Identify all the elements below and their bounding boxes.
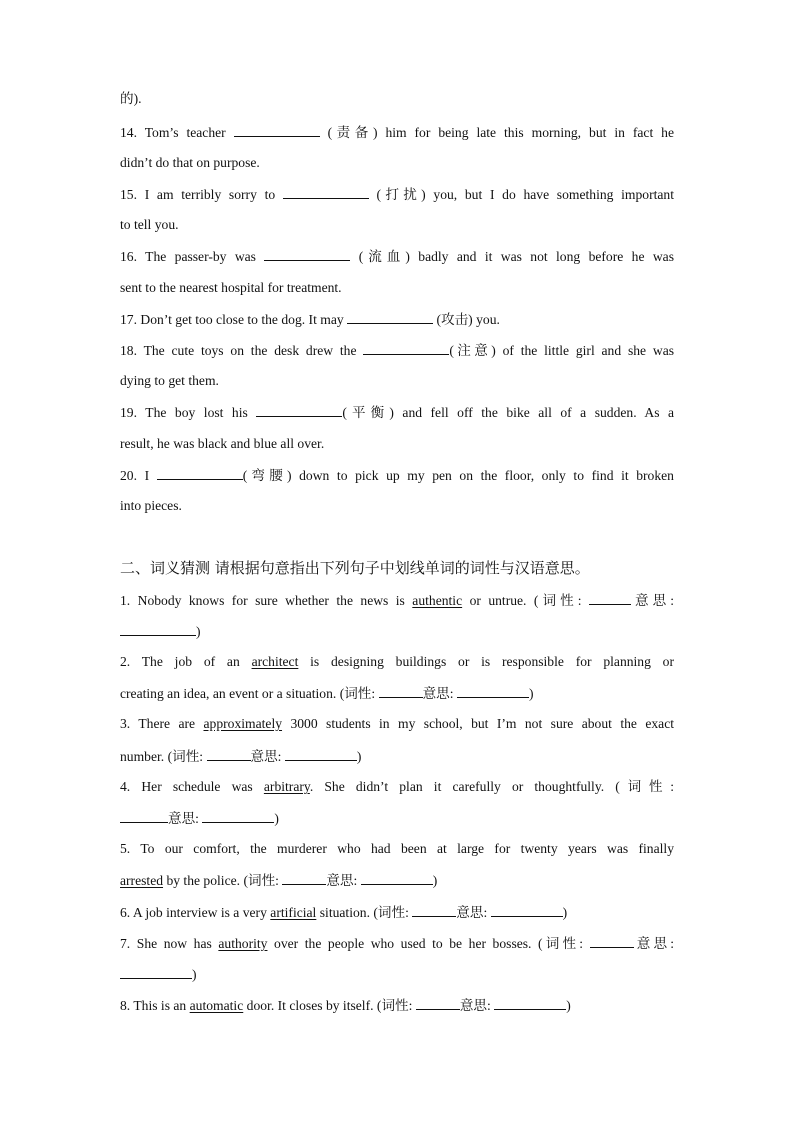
vocab-question-4 <box>120 778 674 796</box>
underlined-word: authority <box>218 936 268 951</box>
question-20 <box>120 466 674 485</box>
question-15-line2: to tell you. <box>120 217 179 232</box>
vocab-question-7-line2 <box>120 965 674 984</box>
question-text: The passer-by was <box>145 249 256 264</box>
pos-label: (词性: <box>339 686 376 701</box>
question-text: him for being late this morning, but in fact he <box>385 125 675 140</box>
question-text: number. <box>120 749 165 764</box>
question-text: The cute toys on the desk drew the <box>143 343 357 358</box>
underlined-word: artificial <box>270 905 317 920</box>
underlined-word: approximately <box>203 716 283 731</box>
question-number: 2. <box>120 654 131 669</box>
question-19-line2: result, he was black and blue all over. <box>120 436 325 451</box>
question-text: you. <box>476 312 500 327</box>
pos-blank[interactable] <box>590 934 634 948</box>
vocab-question-5 <box>120 840 674 858</box>
meaning-label: 意思: <box>633 936 674 951</box>
chinese-hint: (攻击) <box>436 312 473 327</box>
close-paren: ) <box>196 624 201 639</box>
vocab-question-5-line2 <box>120 871 674 890</box>
chinese-hint: (平衡) <box>342 405 394 420</box>
question-16-line2: sent to the nearest hospital for treatment. <box>120 280 342 295</box>
chinese-hint: (责备) <box>327 125 378 140</box>
vocab-question-1-line2 <box>120 622 674 641</box>
close-paren: ) <box>274 811 279 826</box>
question-14 <box>120 123 674 142</box>
meaning-blank[interactable] <box>202 809 274 823</box>
answer-blank[interactable] <box>234 123 320 137</box>
pos-blank[interactable] <box>416 996 460 1010</box>
question-text: The boy lost his <box>145 405 248 420</box>
meaning-blank[interactable] <box>120 965 192 979</box>
question-18 <box>120 341 674 360</box>
close-paren: ) <box>562 905 568 920</box>
question-text: over the people who used to be her bosses. <box>274 936 532 951</box>
meaning-blank[interactable] <box>361 871 433 885</box>
meaning-blank[interactable] <box>120 622 196 636</box>
pos-label: (词性: <box>615 779 675 794</box>
question-number: 18. <box>120 343 137 358</box>
meaning-label: 意思: <box>422 686 454 701</box>
question-number: 14. <box>120 125 137 140</box>
pos-blank[interactable] <box>120 809 168 823</box>
pos-label: (词性: <box>376 998 413 1013</box>
answer-blank[interactable] <box>283 185 369 199</box>
question-number: 16. <box>120 249 137 264</box>
question-text: She now has <box>136 936 212 951</box>
question-text: The job of an <box>141 654 240 669</box>
pos-label: (词性: <box>243 873 279 888</box>
question-text: badly and it was not long before he was <box>418 249 674 264</box>
underlined-word: arbitrary <box>263 779 310 794</box>
question-text: you, but I do have something important <box>433 187 674 202</box>
question-text: door. It closes by itself. <box>246 998 374 1013</box>
meaning-blank[interactable] <box>494 996 566 1010</box>
question-text: or untrue. <box>469 593 527 608</box>
vocab-question-8 <box>120 996 674 1015</box>
meaning-label: 意思: <box>326 873 358 888</box>
vocab-question-2-line2 <box>120 684 674 703</box>
pos-blank[interactable] <box>412 903 456 917</box>
question-15 <box>120 185 674 204</box>
underlined-word: arrested <box>120 873 164 888</box>
vocab-question-1 <box>120 591 674 610</box>
close-paren: ) <box>356 749 362 764</box>
chinese-hint: (弯腰) <box>242 468 292 483</box>
question-number: 1. <box>120 593 131 608</box>
question-text: and fell off the bike all of a sudden. As a <box>402 405 675 420</box>
answer-blank[interactable] <box>347 310 433 324</box>
question-text: Her schedule was <box>141 779 253 794</box>
question-text: A job interview is a very <box>132 905 267 920</box>
question-text: is designing buildings or is responsible for planning or <box>310 654 675 669</box>
question-number: 20. <box>120 468 137 483</box>
carry-over-text: 的). <box>120 91 142 106</box>
question-16 <box>120 247 674 266</box>
question-text: I <box>144 468 150 483</box>
underlined-word: automatic <box>189 998 244 1013</box>
meaning-label: 意思: <box>168 811 199 826</box>
question-19 <box>120 403 674 422</box>
chinese-hint: (打扰) <box>376 187 426 202</box>
answer-blank[interactable] <box>264 247 350 261</box>
close-paren: ) <box>192 967 197 982</box>
meaning-label: 意思: <box>630 593 674 608</box>
meaning-blank[interactable] <box>285 747 357 761</box>
vocab-question-3-line2 <box>120 747 674 766</box>
pos-label: (词性: <box>373 905 409 920</box>
meaning-label: 意思: <box>456 905 488 920</box>
question-text: To our comfort, the murderer who had been at large for twenty years was finally <box>140 841 674 856</box>
question-number: 5. <box>120 841 131 856</box>
close-paren: ) <box>432 873 438 888</box>
question-text: down to pick up my pen on the floor, only to find it broken <box>299 468 674 483</box>
meaning-label: 意思: <box>459 998 491 1013</box>
question-text: I am terribly sorry to <box>144 187 276 202</box>
question-text: situation. <box>319 905 370 920</box>
question-number: 4. <box>120 779 131 794</box>
question-number: 8. <box>120 998 131 1013</box>
question-18-line2: dying to get them. <box>120 373 219 388</box>
question-text: Nobody knows for sure whether the news is <box>137 593 405 608</box>
question-20-line2: into pieces. <box>120 498 182 513</box>
vocab-question-3 <box>120 715 674 733</box>
meaning-blank[interactable] <box>491 903 563 917</box>
question-number: 19. <box>120 405 137 420</box>
question-text: Don’t get too close to the dog. It may <box>140 312 344 327</box>
question-number: 15. <box>120 187 137 202</box>
vocab-question-4-line2 <box>120 809 674 828</box>
question-text: There are <box>138 716 196 731</box>
pos-blank[interactable] <box>379 684 423 698</box>
question-text: by the police. <box>166 873 241 888</box>
question-text: Tom’s teacher <box>144 125 226 140</box>
pos-label: (词性: <box>538 936 583 951</box>
question-number: 6. <box>120 905 131 920</box>
close-paren: ) <box>566 998 571 1013</box>
question-number: 7. <box>120 936 131 951</box>
question-14-line2: didn’t do that on purpose. <box>120 155 260 170</box>
vocab-question-7 <box>120 934 674 953</box>
chinese-hint: (流血) <box>358 249 410 264</box>
pos-label: (词性: <box>533 593 582 608</box>
answer-blank[interactable] <box>363 341 449 355</box>
question-number: 17. <box>120 312 137 327</box>
meaning-label: 意思: <box>250 749 282 764</box>
question-number: 3. <box>120 716 131 731</box>
question-text: . She didn’t plan it carefully or thoughtfully. <box>309 779 605 794</box>
answer-blank[interactable] <box>256 403 342 417</box>
underlined-word: authentic <box>412 593 463 608</box>
chinese-hint: (注意) <box>449 343 496 358</box>
section-heading: 二、词义猜测 请根据句意指出下列句子中划线单词的词性与汉语意思。 <box>120 559 590 577</box>
question-text: of the little girl and she was <box>502 343 675 358</box>
meaning-blank[interactable] <box>457 684 529 698</box>
question-text: creating an idea, an event or a situation. <box>120 686 337 701</box>
answer-blank[interactable] <box>157 466 243 480</box>
underlined-word: architect <box>251 654 299 669</box>
question-text: This is an <box>133 998 187 1013</box>
vocab-question-6 <box>120 903 674 922</box>
vocab-question-2 <box>120 653 674 671</box>
close-paren: ) <box>528 686 534 701</box>
pos-blank[interactable] <box>282 871 326 885</box>
pos-blank[interactable] <box>589 591 631 605</box>
pos-blank[interactable] <box>207 747 251 761</box>
question-17 <box>120 310 674 329</box>
pos-label: (词性: <box>167 749 204 764</box>
question-text: 3000 students in my school, but I’m not sure about the exact <box>290 716 675 731</box>
